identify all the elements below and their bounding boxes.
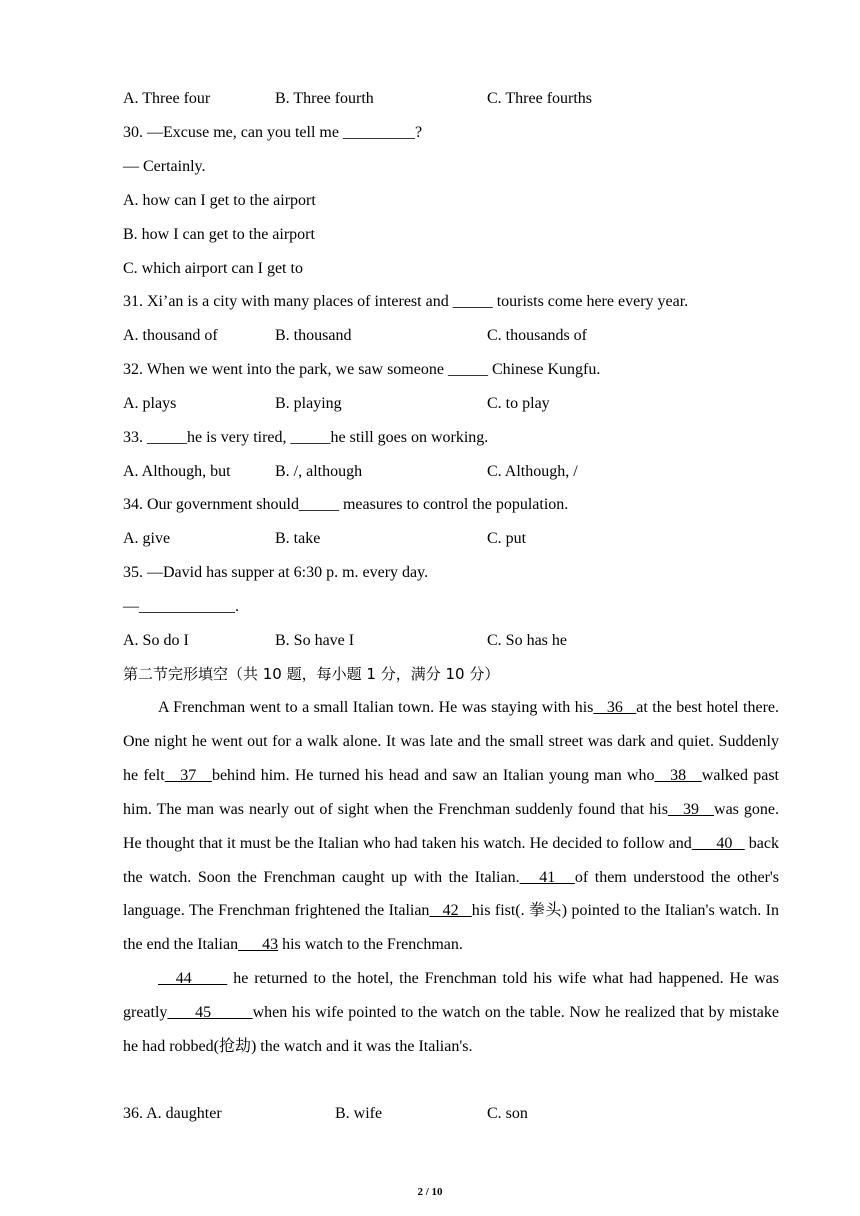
blank-41: 41 — [519, 868, 575, 886]
q30-option-a: A. how can I get to the airport — [123, 192, 316, 209]
q34-option-c: C. put — [487, 530, 527, 547]
q33-stem: 33. _____he is very tired, _____he still goes on working. — [123, 429, 489, 446]
passage-paragraph-1 — [123, 691, 779, 962]
q30-reply: — Certainly. — [123, 158, 206, 175]
passage-text: he returned to the hotel, the Frenchman told his wife what had happened. He was greatly — [123, 970, 780, 1022]
q32-option-c: C. to play — [487, 395, 550, 412]
passage-text: his fist(. 拳头) pointed to the Italian's watch. In the end the Italian — [123, 902, 779, 954]
q35-option-a: A. So do I — [123, 632, 189, 649]
blank-42: 42 — [429, 902, 472, 920]
q29-option-b: B. Three fourth — [275, 90, 374, 107]
q35-option-c: C. So has he — [487, 632, 567, 649]
passage-text: was gone. He thought that it must be the Italian who had taken his watch. He decided to follow and — [123, 800, 780, 852]
q36-option-a: 36. A. daughter — [123, 1105, 222, 1122]
passage-text: walked past him. The man was nearly out of sight when the Frenchman suddenly found that his — [123, 766, 779, 818]
passage-text: back the watch. Soon the Frenchman caught up with the Italian. — [123, 834, 780, 886]
q35-reply: —____________. — [123, 598, 239, 615]
blank-43: 43 — [238, 936, 279, 954]
q31-option-c: C. thousands of — [487, 327, 587, 344]
q29-option-a: A. Three four — [123, 90, 211, 107]
q33-option-b: B. /, although — [275, 463, 363, 480]
cloze-passage — [123, 691, 779, 1064]
blank-37: 37 — [164, 766, 212, 784]
q33-option-a: A. Although, but — [123, 463, 231, 480]
q30-stem: 30. —Excuse me, can you tell me _________? — [123, 124, 423, 141]
blank-38: 38 — [654, 766, 702, 784]
page-number: 2 / 10 — [417, 1186, 443, 1198]
passage-text: when his wife pointed to the watch on the table. Now he realized that by mistake he had robbed(抢劫) the watch and it was the Italian's. — [123, 1004, 780, 1056]
blank-44: 44 — [158, 970, 228, 988]
q34-option-a: A. give — [123, 530, 171, 547]
blank-40: 40 — [691, 834, 745, 852]
q29-option-c: C. Three fourths — [487, 90, 593, 107]
q35-stem: 35. —David has supper at 6:30 p. m. every day. — [123, 564, 429, 581]
q31-option-a: A. thousand of — [123, 327, 218, 344]
q36-option-c: C. son — [487, 1105, 528, 1122]
q36-option-b: B. wife — [335, 1105, 383, 1122]
blank-36: 36 — [593, 699, 637, 716]
passage-text: at the best hotel there. One night he went out for a walk alone. It was late and the small street was dark and quiet. Suddenly he felt — [123, 699, 780, 784]
passage-paragraph-2 — [123, 962, 779, 1064]
passage-text: A Frenchman went to a small Italian town. He was staying with his — [158, 699, 594, 716]
section-title: 第二节完形填空（共 10 题，每小题 1 分，满分 10 分） — [123, 665, 500, 683]
blank-45: 45 — [167, 1004, 253, 1022]
q30-option-c: C. which airport can I get to — [123, 260, 303, 277]
blank-39: 39 — [667, 800, 715, 818]
q34-option-b: B. take — [275, 530, 321, 547]
passage-text: behind him. He turned his head and saw an Italian young man who — [211, 766, 655, 784]
q31-option-b: B. thousand — [275, 327, 352, 344]
passage-text: of them understood the other's language. The Frenchman frightened the Italian — [123, 868, 780, 920]
q32-option-a: A. plays — [123, 395, 177, 412]
passage-text: his watch to the Frenchman. — [278, 936, 463, 954]
q32-stem: 32. When we went into the park, we saw someone _____ Chinese Kungfu. — [123, 361, 601, 378]
q33-option-c: C. Although, / — [487, 463, 578, 480]
q31-stem: 31. Xi’an is a city with many places of interest and _____ tourists come here every year. — [123, 293, 689, 310]
q34-stem: 34. Our government should_____ measures to control the population. — [123, 496, 569, 513]
q30-option-b: B. how I can get to the airport — [123, 226, 315, 243]
q32-option-b: B. playing — [275, 395, 342, 412]
q35-option-b: B. So have I — [275, 632, 355, 649]
